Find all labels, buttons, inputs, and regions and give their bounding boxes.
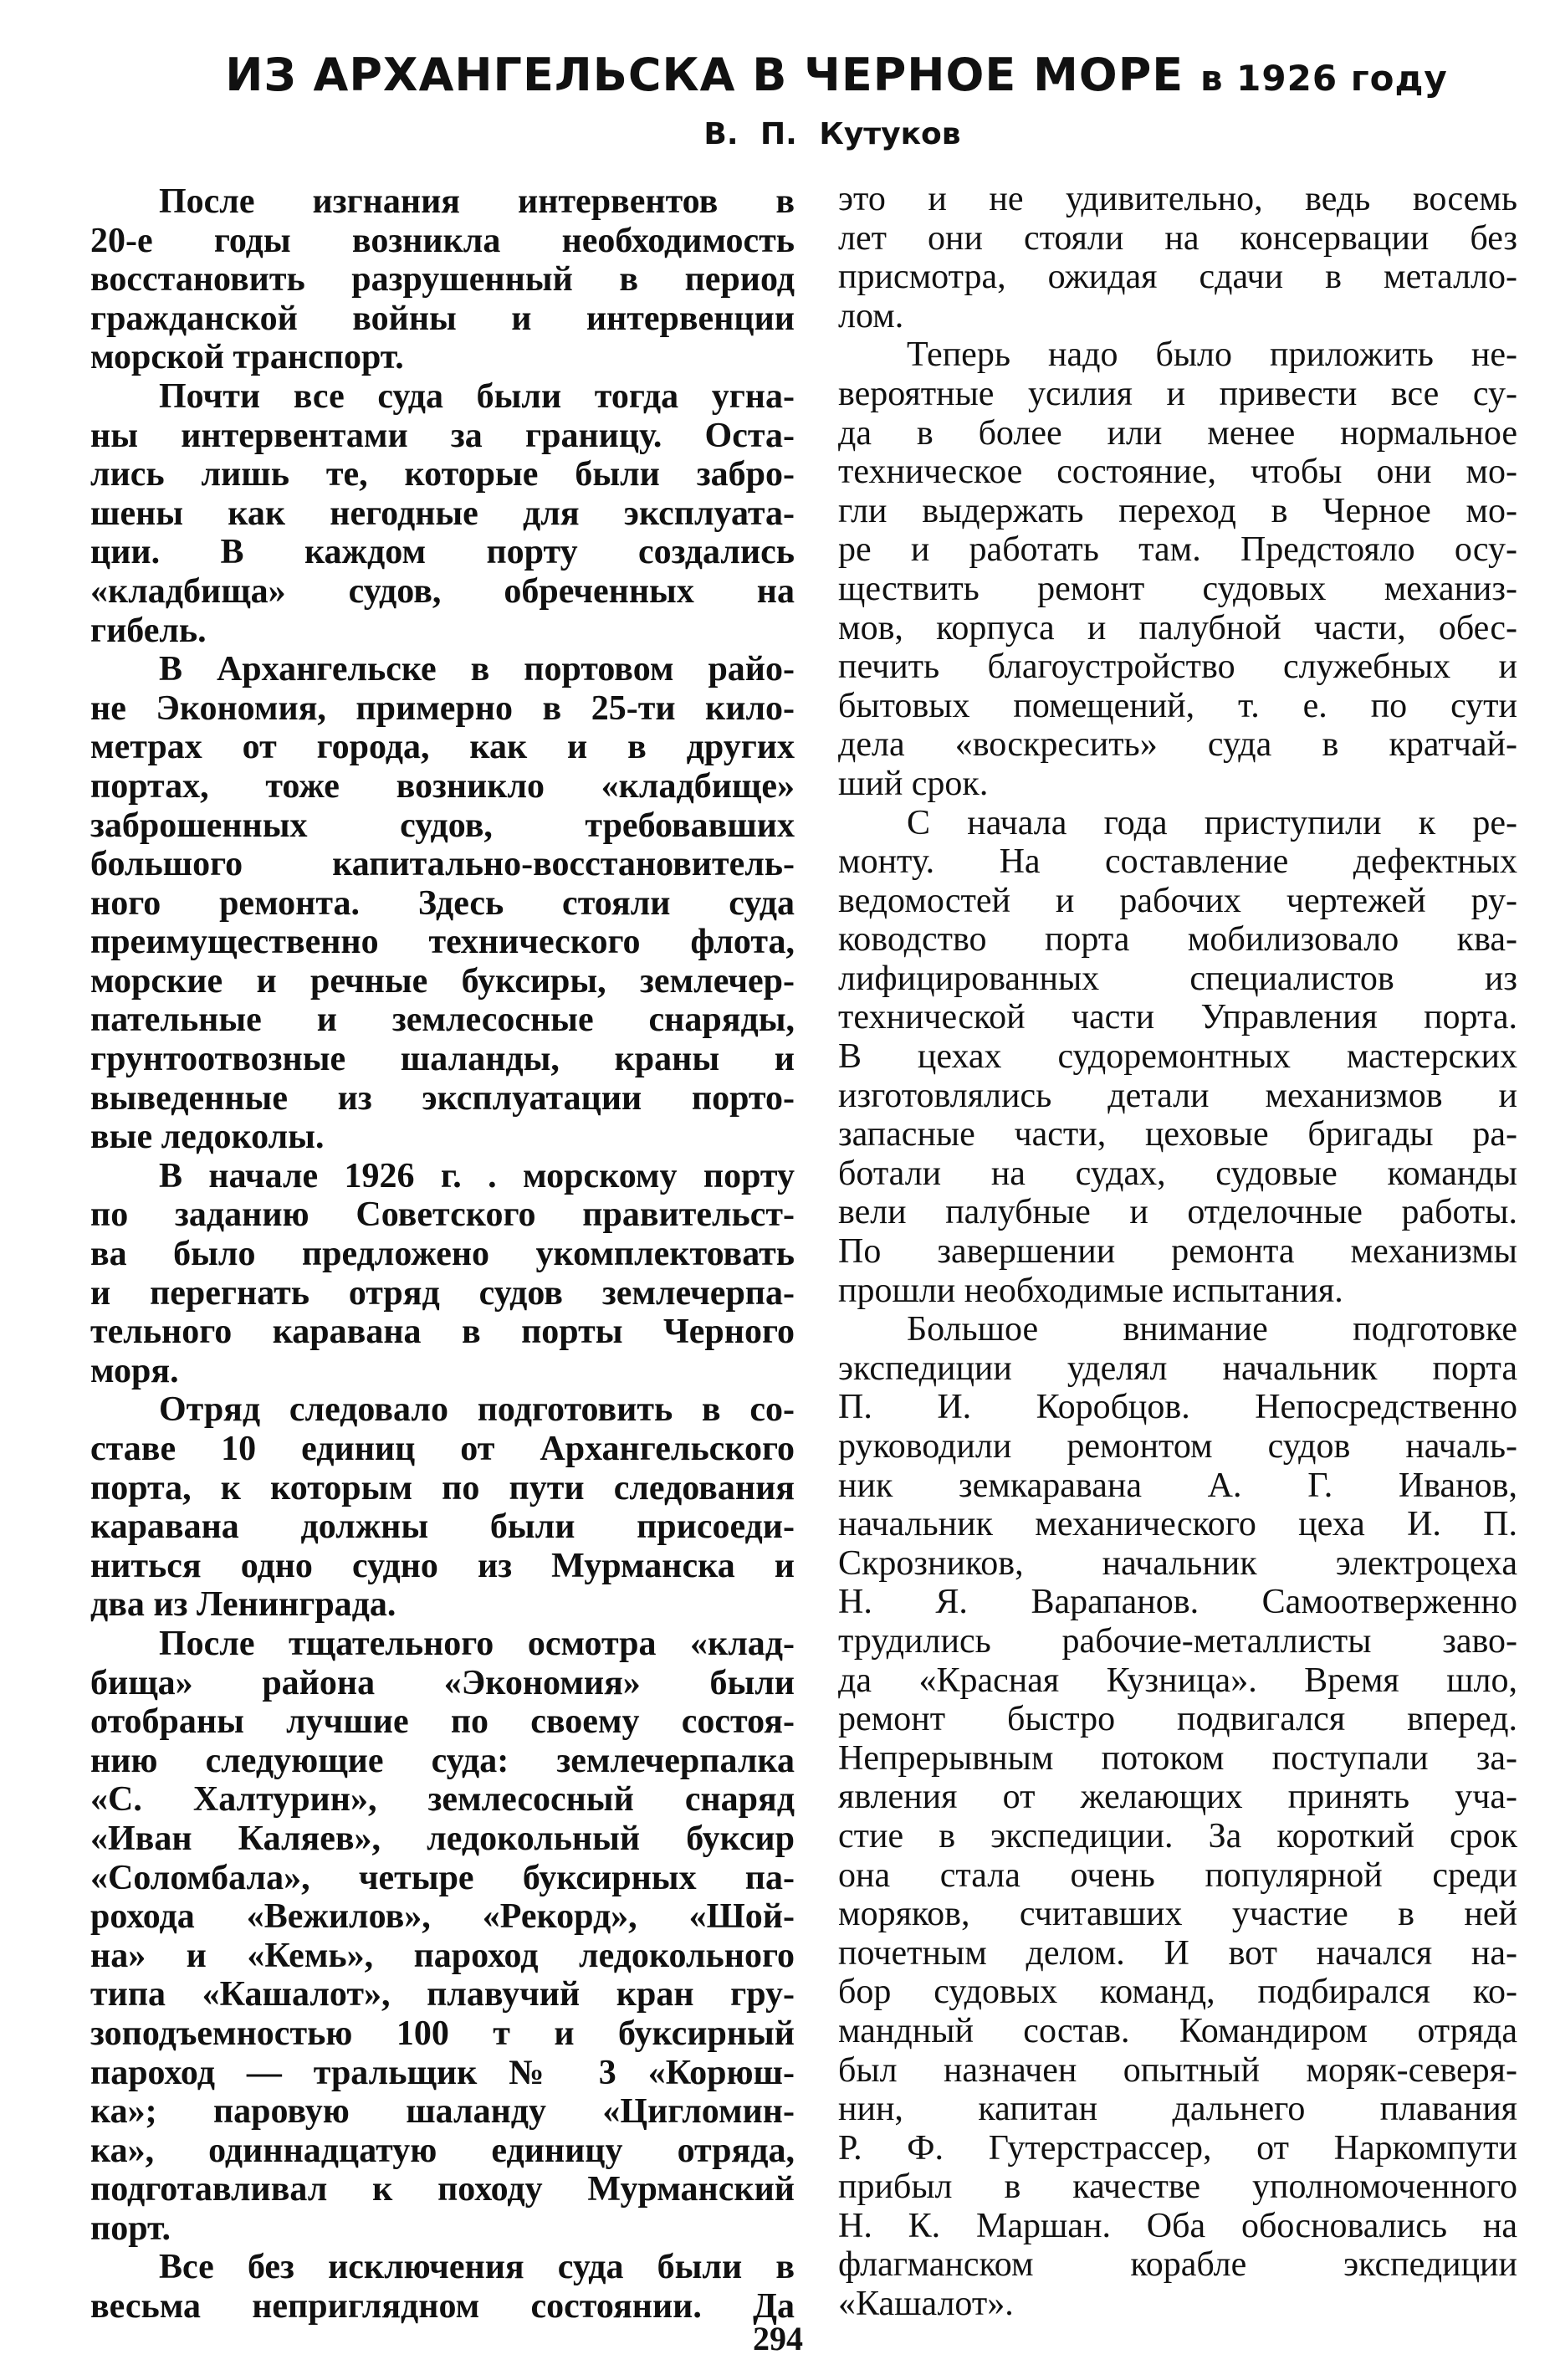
text-line: бор судовых команд, подбирался ко- [838,1973,1517,2012]
paragraph-start-line: Отряд следовало подготовить в со- [159,1390,795,1430]
text-line: это и не удивительно, ведь восемь [838,180,1517,218]
text-line: прибыл в качестве уполномоченного [838,2168,1517,2207]
text-line: отобраны лучшие по своему состоя- [90,1702,795,1742]
text-line: портах, тоже возникло «кладбище» [90,766,795,806]
text-line: прошли необходимые испытания. [838,1271,1343,1310]
text-line: ции. В каждом порту создались [90,533,795,572]
text-line: подготавливал к походу Мурманский [90,2170,795,2209]
text-line: пароход — тральщик № 3 «Корюш- [90,2053,795,2092]
text-line: руководили ремонтом судов началь- [838,1427,1517,1466]
text-line: стие в экспедиции. За короткий срок [838,1816,1517,1855]
text-line: экспедиции уделял начальник порта [838,1349,1517,1388]
text-line: Непрерывным потоком поступали за- [838,1738,1517,1778]
text-line: явления от желающих принять уча- [838,1778,1517,1817]
text-line: лом. [838,296,904,335]
text-line: порт. [90,2209,171,2248]
text-line: два из Ленинграда. [90,1585,396,1625]
text-line: ниться одно судно из Мурманска и [90,1546,795,1585]
text-line: преимущественно технического флота, [90,923,795,962]
text-line: дела «воскресить» суда в кратчай- [838,725,1517,765]
text-line: техническое состояние, чтобы они мо- [838,453,1517,492]
text-line: нию следующие суда: землечерпалка [90,1741,795,1780]
paragraph-start-line: В начале 1926 г. . морскому порту [159,1156,795,1195]
text-line: моряков, считавших участие в ней [838,1895,1517,1934]
paragraph-start-line: После изгнания интервентов в [159,182,795,221]
text-line: ководство порта мобилизовало ква- [838,920,1517,960]
page-number: 294 [753,2320,803,2357]
text-line: ществить ремонт судовых механиз- [838,569,1517,608]
paragraph-start-line: Большое внимание подготовке [907,1310,1517,1349]
text-line: выведенные из эксплуатации порто- [90,1078,795,1118]
text-line: ре и работать там. Предстояло осу- [838,530,1517,570]
paragraph-start-line: Почти все суда были тогда угна- [159,376,795,416]
text-line: лись лишь те, которые были забро- [90,455,795,494]
text-column-right [838,180,1517,2324]
text-line: вели палубные и отделочные работы. [838,1193,1517,1232]
text-line: лет они стояли на консервации без [838,218,1517,258]
text-line: порта, к которым по пути следования [90,1468,795,1507]
text-line: мандный состав. Командиром отряда [838,2011,1517,2050]
text-line: вые ледоколы. [90,1118,325,1157]
text-line: «кладбища» судов, обреченных на [90,571,795,611]
text-line: на» и «Кемь», пароход ледокольного [90,1936,795,1975]
text-line: ставе 10 единиц от Архангельского [90,1430,795,1468]
paragraph-start-line: Все без исключения суда были в [159,2248,795,2287]
text-line: не Экономия, примерно в 25-ти кило- [90,688,795,728]
text-line: ботали на судах, судовые команды [838,1154,1517,1193]
text-line: да «Красная Кузница». Время шло, [838,1661,1517,1700]
text-line: ведомостей и рабочих чертежей ру- [838,881,1517,920]
text-line: пательные и землесосные снаряды, [90,1001,795,1040]
text-line: технической части Управления порта. [838,998,1517,1037]
article-title [0,49,1555,101]
text-line: гли выдержать переход в Черное мо- [838,491,1517,530]
paragraph-start-line: Теперь надо было приложить не- [907,335,1517,375]
text-line: и перегнать отряд судов землечерпа- [90,1273,795,1313]
text-line: морские и речные буксиры, землечер- [90,961,795,1001]
text-line: моря. [90,1351,179,1390]
text-line: был назначен опытный моряк-северя- [838,2050,1517,2090]
text-line: весьма неприглядном состоянии. Да [90,2287,795,2326]
text-line: ремонт быстро подвигался вперед. [838,1700,1517,1739]
text-line: ка»; паровую шаланду «Цигломин- [90,2092,795,2132]
text-line: морской транспорт. [90,338,404,377]
text-column-left [90,182,795,2326]
text-line: вероятные усилия и привести все су- [838,374,1517,413]
text-line: шены как негодные для эксплуата- [90,494,795,533]
text-line: типа «Кашалот», плавучий кран гру- [90,1975,795,2014]
text-line: заброшенных судов, требовавших [90,806,795,845]
text-line: гражданской войны и интервенции [90,299,795,338]
text-line: ник земкаравана А. Г. Иванов, [838,1466,1517,1505]
text-line: она стала очень популярной среди [838,1855,1517,1895]
text-line: бытовых помещений, т. е. по сути [838,686,1517,725]
text-line: восстановить разрушенный в период [90,260,795,299]
text-line: изготовлялись детали механизмов и [838,1076,1517,1115]
text-line: Н. К. Маршан. Оба обосновались на [838,2206,1517,2245]
paragraph-start-line: После тщательного осмотра «клад- [159,1624,795,1663]
text-line: тельного каравана в порты Черного [90,1313,795,1352]
text-line: Скрозников, начальник электроцеха [838,1543,1517,1583]
text-line: каравана должны были присоеди- [90,1507,795,1547]
paragraph-start-line: С начала года приступили к ре- [907,803,1517,842]
text-line: ва было предложено укомплектовать [90,1235,795,1274]
text-line: трудились рабочие-металлисты заво- [838,1621,1517,1661]
text-line: «Кашалот». [838,2285,1014,2324]
text-line: «С. Халтурин», землесосный снаряд [90,1780,795,1820]
text-line: грунтоотвозные шаланды, краны и [90,1040,795,1079]
text-line: большого капитально-восстановитель- [90,845,795,884]
text-line: ного ремонта. Здесь стояли суда [90,883,795,923]
text-line: нин, капитан дальнего плавания [838,2090,1517,2129]
article-title-main: ИЗ АРХАНГЕЛЬСКА В ЧЕРНОЕ МОРЕ [225,49,1184,101]
text-line: да в более или менее нормальное [838,413,1517,453]
text-line: П. И. Коробцов. Непосредственно [838,1388,1517,1427]
text-line: флагманском корабле экспедиции [838,2245,1517,2285]
text-line: ны интервентами за границу. Оста- [90,416,795,455]
text-line: начальник механического цеха И. П. [838,1505,1517,1544]
text-line: «Иван Каляев», ледокольный буксир [90,1819,795,1858]
paragraph-start-line: В Архангельске в портовом райо- [159,650,795,689]
text-line: рохода «Вежилов», «Рекорд», «Шой- [90,1897,795,1937]
text-line: По завершении ремонта механизмы [838,1232,1517,1272]
text-line: запасные части, цеховые бригады ра- [838,1115,1517,1154]
text-line: Н. Я. Варапанов. Самоотверженно [838,1583,1517,1622]
text-line: «Соломбала», четыре буксирных па- [90,1858,795,1897]
text-line: лифицированных специалистов из [838,959,1517,998]
text-line: мов, корпуса и палубной части, обес- [838,608,1517,647]
text-line: ка», одиннадцатую единицу отряда, [90,2131,795,2170]
text-line: зоподъемностью 100 т и буксирный [90,2014,795,2053]
text-line: гибель. [90,611,207,650]
article-author: В. П. Кутуков [703,117,961,151]
article-title-year: в 1926 году [1199,58,1448,99]
text-line: ший срок. [838,764,989,803]
text-line: почетным делом. И вот начался на- [838,1933,1517,1973]
text-line: бища» района «Экономия» были [90,1663,795,1702]
text-line: присмотра, ожидая сдачи в металло- [838,258,1517,297]
text-line: по заданию Советского правительст- [90,1195,795,1235]
text-line: метрах от города, как и в других [90,728,795,767]
text-line: В цехах судоремонтных мастерских [838,1037,1517,1077]
text-line: Р. Ф. Гутерстрассер, от Наркомпути [838,2128,1517,2168]
text-line: печить благоустройство служебных и [838,647,1517,687]
text-line: монту. На составление дефектных [838,842,1517,882]
text-line: 20-е годы возникла необходимость [90,221,795,260]
